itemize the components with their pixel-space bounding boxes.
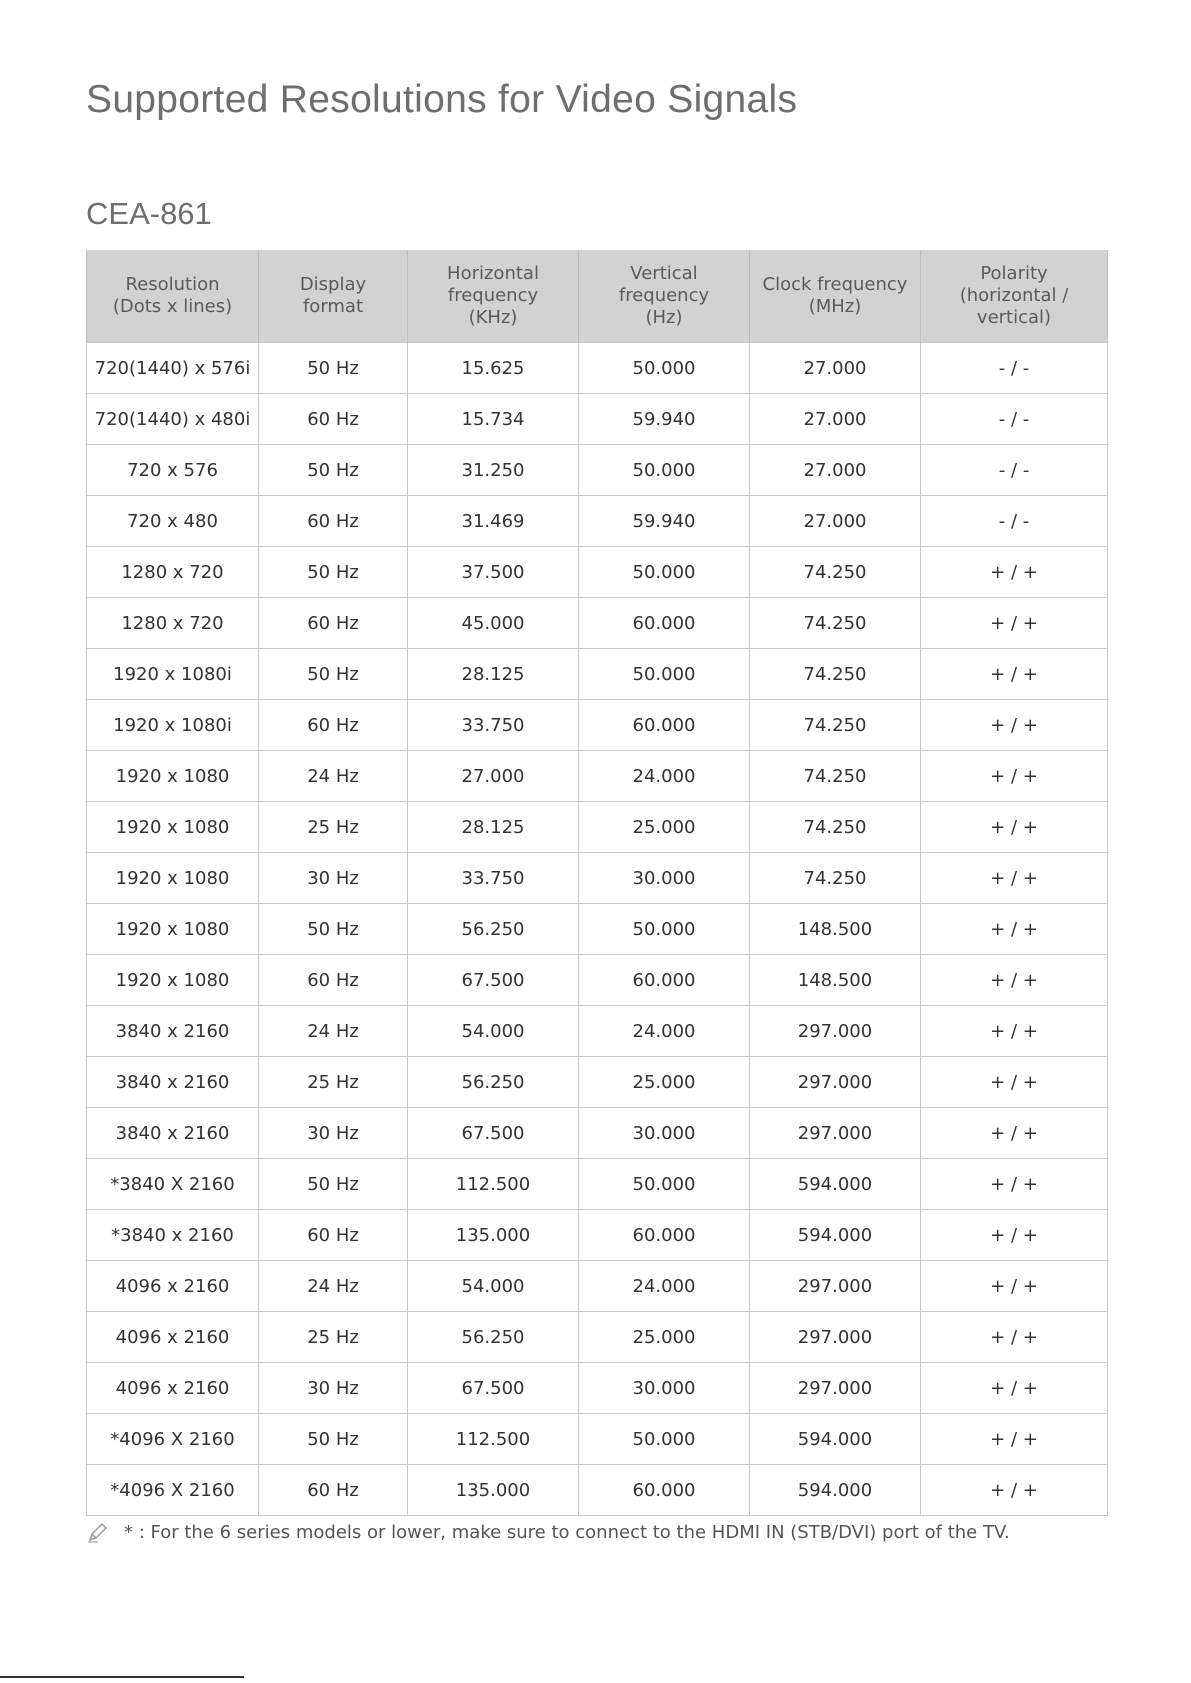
pencil-icon xyxy=(86,1520,110,1544)
cell-display-format: 60 Hz xyxy=(259,700,408,751)
cell-horizontal-frequency: 112.500 xyxy=(408,1414,579,1465)
cell-display-format: 60 Hz xyxy=(259,1210,408,1261)
cell-polarity: + / + xyxy=(921,1312,1108,1363)
cell-horizontal-frequency: 27.000 xyxy=(408,751,579,802)
cell-display-format: 50 Hz xyxy=(259,904,408,955)
cell-vertical-frequency: 25.000 xyxy=(579,802,750,853)
header-label: (horizontal / xyxy=(959,285,1069,306)
cell-display-format: 50 Hz xyxy=(259,649,408,700)
cell-vertical-frequency: 25.000 xyxy=(579,1312,750,1363)
table-row xyxy=(87,1210,1108,1261)
cell-display-format: 24 Hz xyxy=(259,1261,408,1312)
cell-resolution: 720 x 576 xyxy=(87,445,259,496)
cell-resolution: 1920 x 1080 xyxy=(87,751,259,802)
cell-polarity: + / + xyxy=(921,1057,1108,1108)
cell-polarity: + / + xyxy=(921,1363,1108,1414)
cell-resolution: 720(1440) x 480i xyxy=(87,394,259,445)
cell-polarity: + / + xyxy=(921,853,1108,904)
cell-display-format: 30 Hz xyxy=(259,1108,408,1159)
cell-horizontal-frequency: 33.750 xyxy=(408,853,579,904)
header-label: (Hz) xyxy=(645,307,683,328)
cell-display-format: 30 Hz xyxy=(259,853,408,904)
table-row xyxy=(87,1363,1108,1414)
table-row xyxy=(87,1312,1108,1363)
header-horizontal-frequency xyxy=(408,250,579,343)
table-row xyxy=(87,853,1108,904)
cell-clock-frequency: 148.500 xyxy=(750,955,921,1006)
cell-vertical-frequency: 30.000 xyxy=(579,1363,750,1414)
cell-resolution: 3840 x 2160 xyxy=(87,1057,259,1108)
cell-clock-frequency: 74.250 xyxy=(750,700,921,751)
cell-resolution: 4096 x 2160 xyxy=(87,1363,259,1414)
table-row xyxy=(87,1057,1108,1108)
cell-clock-frequency: 297.000 xyxy=(750,1363,921,1414)
cell-resolution: 1920 x 1080 xyxy=(87,802,259,853)
cell-horizontal-frequency: 135.000 xyxy=(408,1210,579,1261)
cell-resolution: *4096 X 2160 xyxy=(87,1465,259,1516)
header-label: Polarity xyxy=(980,263,1048,284)
cell-vertical-frequency: 50.000 xyxy=(579,649,750,700)
cell-clock-frequency: 297.000 xyxy=(750,1057,921,1108)
cell-polarity: + / + xyxy=(921,649,1108,700)
cell-display-format: 60 Hz xyxy=(259,394,408,445)
cell-display-format: 50 Hz xyxy=(259,343,408,394)
cell-horizontal-frequency: 67.500 xyxy=(408,1108,579,1159)
cell-resolution: 3840 x 2160 xyxy=(87,1108,259,1159)
cell-polarity: + / + xyxy=(921,1465,1108,1516)
table-row xyxy=(87,1159,1108,1210)
cell-resolution: 3840 x 2160 xyxy=(87,1006,259,1057)
table-row xyxy=(87,955,1108,1006)
cell-resolution: 1920 x 1080 xyxy=(87,853,259,904)
cell-vertical-frequency: 59.940 xyxy=(579,394,750,445)
cell-polarity: + / + xyxy=(921,598,1108,649)
cell-horizontal-frequency: 54.000 xyxy=(408,1261,579,1312)
cell-clock-frequency: 74.250 xyxy=(750,547,921,598)
cell-display-format: 25 Hz xyxy=(259,802,408,853)
header-label: Horizontal xyxy=(447,263,539,284)
cell-polarity: + / + xyxy=(921,1006,1108,1057)
table-row xyxy=(87,394,1108,445)
cell-polarity: - / - xyxy=(921,343,1108,394)
cell-vertical-frequency: 50.000 xyxy=(579,904,750,955)
cell-vertical-frequency: 50.000 xyxy=(579,445,750,496)
cell-clock-frequency: 27.000 xyxy=(750,445,921,496)
cell-horizontal-frequency: 56.250 xyxy=(408,1057,579,1108)
cell-display-format: 25 Hz xyxy=(259,1057,408,1108)
table-row xyxy=(87,547,1108,598)
header-label: frequency xyxy=(618,285,710,306)
cell-resolution: 4096 x 2160 xyxy=(87,1312,259,1363)
header-label: (MHz) xyxy=(808,296,862,317)
table-header-row xyxy=(87,250,1108,343)
cell-polarity: - / - xyxy=(921,496,1108,547)
cell-horizontal-frequency: 28.125 xyxy=(408,649,579,700)
table-row xyxy=(87,598,1108,649)
resolutions-table xyxy=(86,250,1108,1516)
cell-vertical-frequency: 60.000 xyxy=(579,1210,750,1261)
cell-polarity: + / + xyxy=(921,1261,1108,1312)
cell-clock-frequency: 594.000 xyxy=(750,1159,921,1210)
cell-polarity: + / + xyxy=(921,1159,1108,1210)
cell-clock-frequency: 74.250 xyxy=(750,649,921,700)
cell-horizontal-frequency: 28.125 xyxy=(408,802,579,853)
cell-resolution: *4096 X 2160 xyxy=(87,1414,259,1465)
cell-resolution: 1280 x 720 xyxy=(87,598,259,649)
cell-horizontal-frequency: 31.250 xyxy=(408,445,579,496)
section-title: CEA-861 xyxy=(86,196,212,231)
header-clock-frequency xyxy=(750,250,921,343)
cell-clock-frequency: 27.000 xyxy=(750,496,921,547)
header-label: frequency xyxy=(447,285,539,306)
cell-polarity: + / + xyxy=(921,955,1108,1006)
table-row xyxy=(87,445,1108,496)
cell-vertical-frequency: 30.000 xyxy=(579,1108,750,1159)
footnote-text: * : For the 6 series models or lower, make sure to connect to the HDMI IN (STB/DVI) port of the TV. xyxy=(124,1521,1010,1543)
cell-polarity: + / + xyxy=(921,802,1108,853)
table-row xyxy=(87,1108,1108,1159)
cell-display-format: 50 Hz xyxy=(259,547,408,598)
cell-resolution: 1920 x 1080i xyxy=(87,700,259,751)
cell-horizontal-frequency: 33.750 xyxy=(408,700,579,751)
cell-vertical-frequency: 30.000 xyxy=(579,853,750,904)
cell-display-format: 50 Hz xyxy=(259,1414,408,1465)
cell-horizontal-frequency: 112.500 xyxy=(408,1159,579,1210)
cell-polarity: + / + xyxy=(921,1210,1108,1261)
cell-polarity: - / - xyxy=(921,445,1108,496)
table-row xyxy=(87,649,1108,700)
cell-vertical-frequency: 50.000 xyxy=(579,1159,750,1210)
cell-resolution: 720(1440) x 576i xyxy=(87,343,259,394)
cell-horizontal-frequency: 56.250 xyxy=(408,904,579,955)
cell-clock-frequency: 74.250 xyxy=(750,853,921,904)
cell-vertical-frequency: 60.000 xyxy=(579,1465,750,1516)
table-row xyxy=(87,343,1108,394)
table-row xyxy=(87,1006,1108,1057)
cell-display-format: 50 Hz xyxy=(259,445,408,496)
cell-vertical-frequency: 60.000 xyxy=(579,598,750,649)
cell-display-format: 60 Hz xyxy=(259,496,408,547)
cell-resolution: 1920 x 1080 xyxy=(87,904,259,955)
header-label: (KHz) xyxy=(468,307,518,328)
cell-resolution: *3840 x 2160 xyxy=(87,1210,259,1261)
header-label: Vertical xyxy=(630,263,698,284)
table-row xyxy=(87,904,1108,955)
cell-display-format: 25 Hz xyxy=(259,1312,408,1363)
cell-horizontal-frequency: 15.734 xyxy=(408,394,579,445)
cell-display-format: 30 Hz xyxy=(259,1363,408,1414)
cell-vertical-frequency: 24.000 xyxy=(579,751,750,802)
table-row xyxy=(87,1414,1108,1465)
cell-display-format: 50 Hz xyxy=(259,1159,408,1210)
header-label: format xyxy=(302,296,364,317)
table-row xyxy=(87,751,1108,802)
cell-display-format: 60 Hz xyxy=(259,598,408,649)
cell-horizontal-frequency: 54.000 xyxy=(408,1006,579,1057)
cell-clock-frequency: 27.000 xyxy=(750,343,921,394)
table-row xyxy=(87,1261,1108,1312)
cell-horizontal-frequency: 135.000 xyxy=(408,1465,579,1516)
header-label: vertical) xyxy=(976,307,1052,328)
cell-resolution: 4096 x 2160 xyxy=(87,1261,259,1312)
cell-vertical-frequency: 60.000 xyxy=(579,955,750,1006)
cell-resolution: 1920 x 1080i xyxy=(87,649,259,700)
cell-polarity: + / + xyxy=(921,547,1108,598)
cell-vertical-frequency: 60.000 xyxy=(579,700,750,751)
cell-clock-frequency: 594.000 xyxy=(750,1414,921,1465)
cell-vertical-frequency: 50.000 xyxy=(579,1414,750,1465)
cell-display-format: 24 Hz xyxy=(259,751,408,802)
table-row xyxy=(87,700,1108,751)
header-vertical-frequency xyxy=(579,250,750,343)
header-label: Resolution xyxy=(125,274,220,295)
cell-vertical-frequency: 24.000 xyxy=(579,1261,750,1312)
cell-horizontal-frequency: 37.500 xyxy=(408,547,579,598)
header-label: (Dots x lines) xyxy=(112,296,233,317)
cell-polarity: + / + xyxy=(921,904,1108,955)
cell-horizontal-frequency: 15.625 xyxy=(408,343,579,394)
cell-vertical-frequency: 24.000 xyxy=(579,1006,750,1057)
header-polarity xyxy=(921,250,1108,343)
cell-horizontal-frequency: 67.500 xyxy=(408,1363,579,1414)
table-row xyxy=(87,1465,1108,1516)
cell-horizontal-frequency: 67.500 xyxy=(408,955,579,1006)
cell-vertical-frequency: 50.000 xyxy=(579,343,750,394)
cell-vertical-frequency: 50.000 xyxy=(579,547,750,598)
cell-clock-frequency: 297.000 xyxy=(750,1312,921,1363)
cell-clock-frequency: 74.250 xyxy=(750,598,921,649)
cell-clock-frequency: 74.250 xyxy=(750,802,921,853)
cell-resolution: 1920 x 1080 xyxy=(87,955,259,1006)
cell-resolution: 720 x 480 xyxy=(87,496,259,547)
cell-clock-frequency: 74.250 xyxy=(750,751,921,802)
cell-horizontal-frequency: 31.469 xyxy=(408,496,579,547)
cell-clock-frequency: 27.000 xyxy=(750,394,921,445)
cell-display-format: 60 Hz xyxy=(259,1465,408,1516)
cell-resolution: 1280 x 720 xyxy=(87,547,259,598)
cell-clock-frequency: 148.500 xyxy=(750,904,921,955)
page-title: Supported Resolutions for Video Signals xyxy=(86,78,798,121)
cell-clock-frequency: 297.000 xyxy=(750,1261,921,1312)
cell-polarity: + / + xyxy=(921,700,1108,751)
table-row xyxy=(87,802,1108,853)
cell-display-format: 24 Hz xyxy=(259,1006,408,1057)
footnote xyxy=(86,1520,1010,1544)
cell-clock-frequency: 594.000 xyxy=(750,1465,921,1516)
header-resolution xyxy=(87,250,259,343)
cell-horizontal-frequency: 56.250 xyxy=(408,1312,579,1363)
cell-horizontal-frequency: 45.000 xyxy=(408,598,579,649)
footer-rule xyxy=(0,1676,244,1678)
cell-polarity: + / + xyxy=(921,1108,1108,1159)
cell-polarity: - / - xyxy=(921,394,1108,445)
table-body xyxy=(87,343,1108,1516)
table-row xyxy=(87,496,1108,547)
cell-resolution: *3840 X 2160 xyxy=(87,1159,259,1210)
cell-clock-frequency: 297.000 xyxy=(750,1006,921,1057)
header-display-format xyxy=(259,250,408,343)
cell-polarity: + / + xyxy=(921,1414,1108,1465)
cell-vertical-frequency: 59.940 xyxy=(579,496,750,547)
cell-clock-frequency: 594.000 xyxy=(750,1210,921,1261)
cell-polarity: + / + xyxy=(921,751,1108,802)
header-label: Display xyxy=(299,274,367,295)
cell-clock-frequency: 297.000 xyxy=(750,1108,921,1159)
cell-vertical-frequency: 25.000 xyxy=(579,1057,750,1108)
cell-display-format: 60 Hz xyxy=(259,955,408,1006)
header-label: Clock frequency xyxy=(762,274,908,295)
